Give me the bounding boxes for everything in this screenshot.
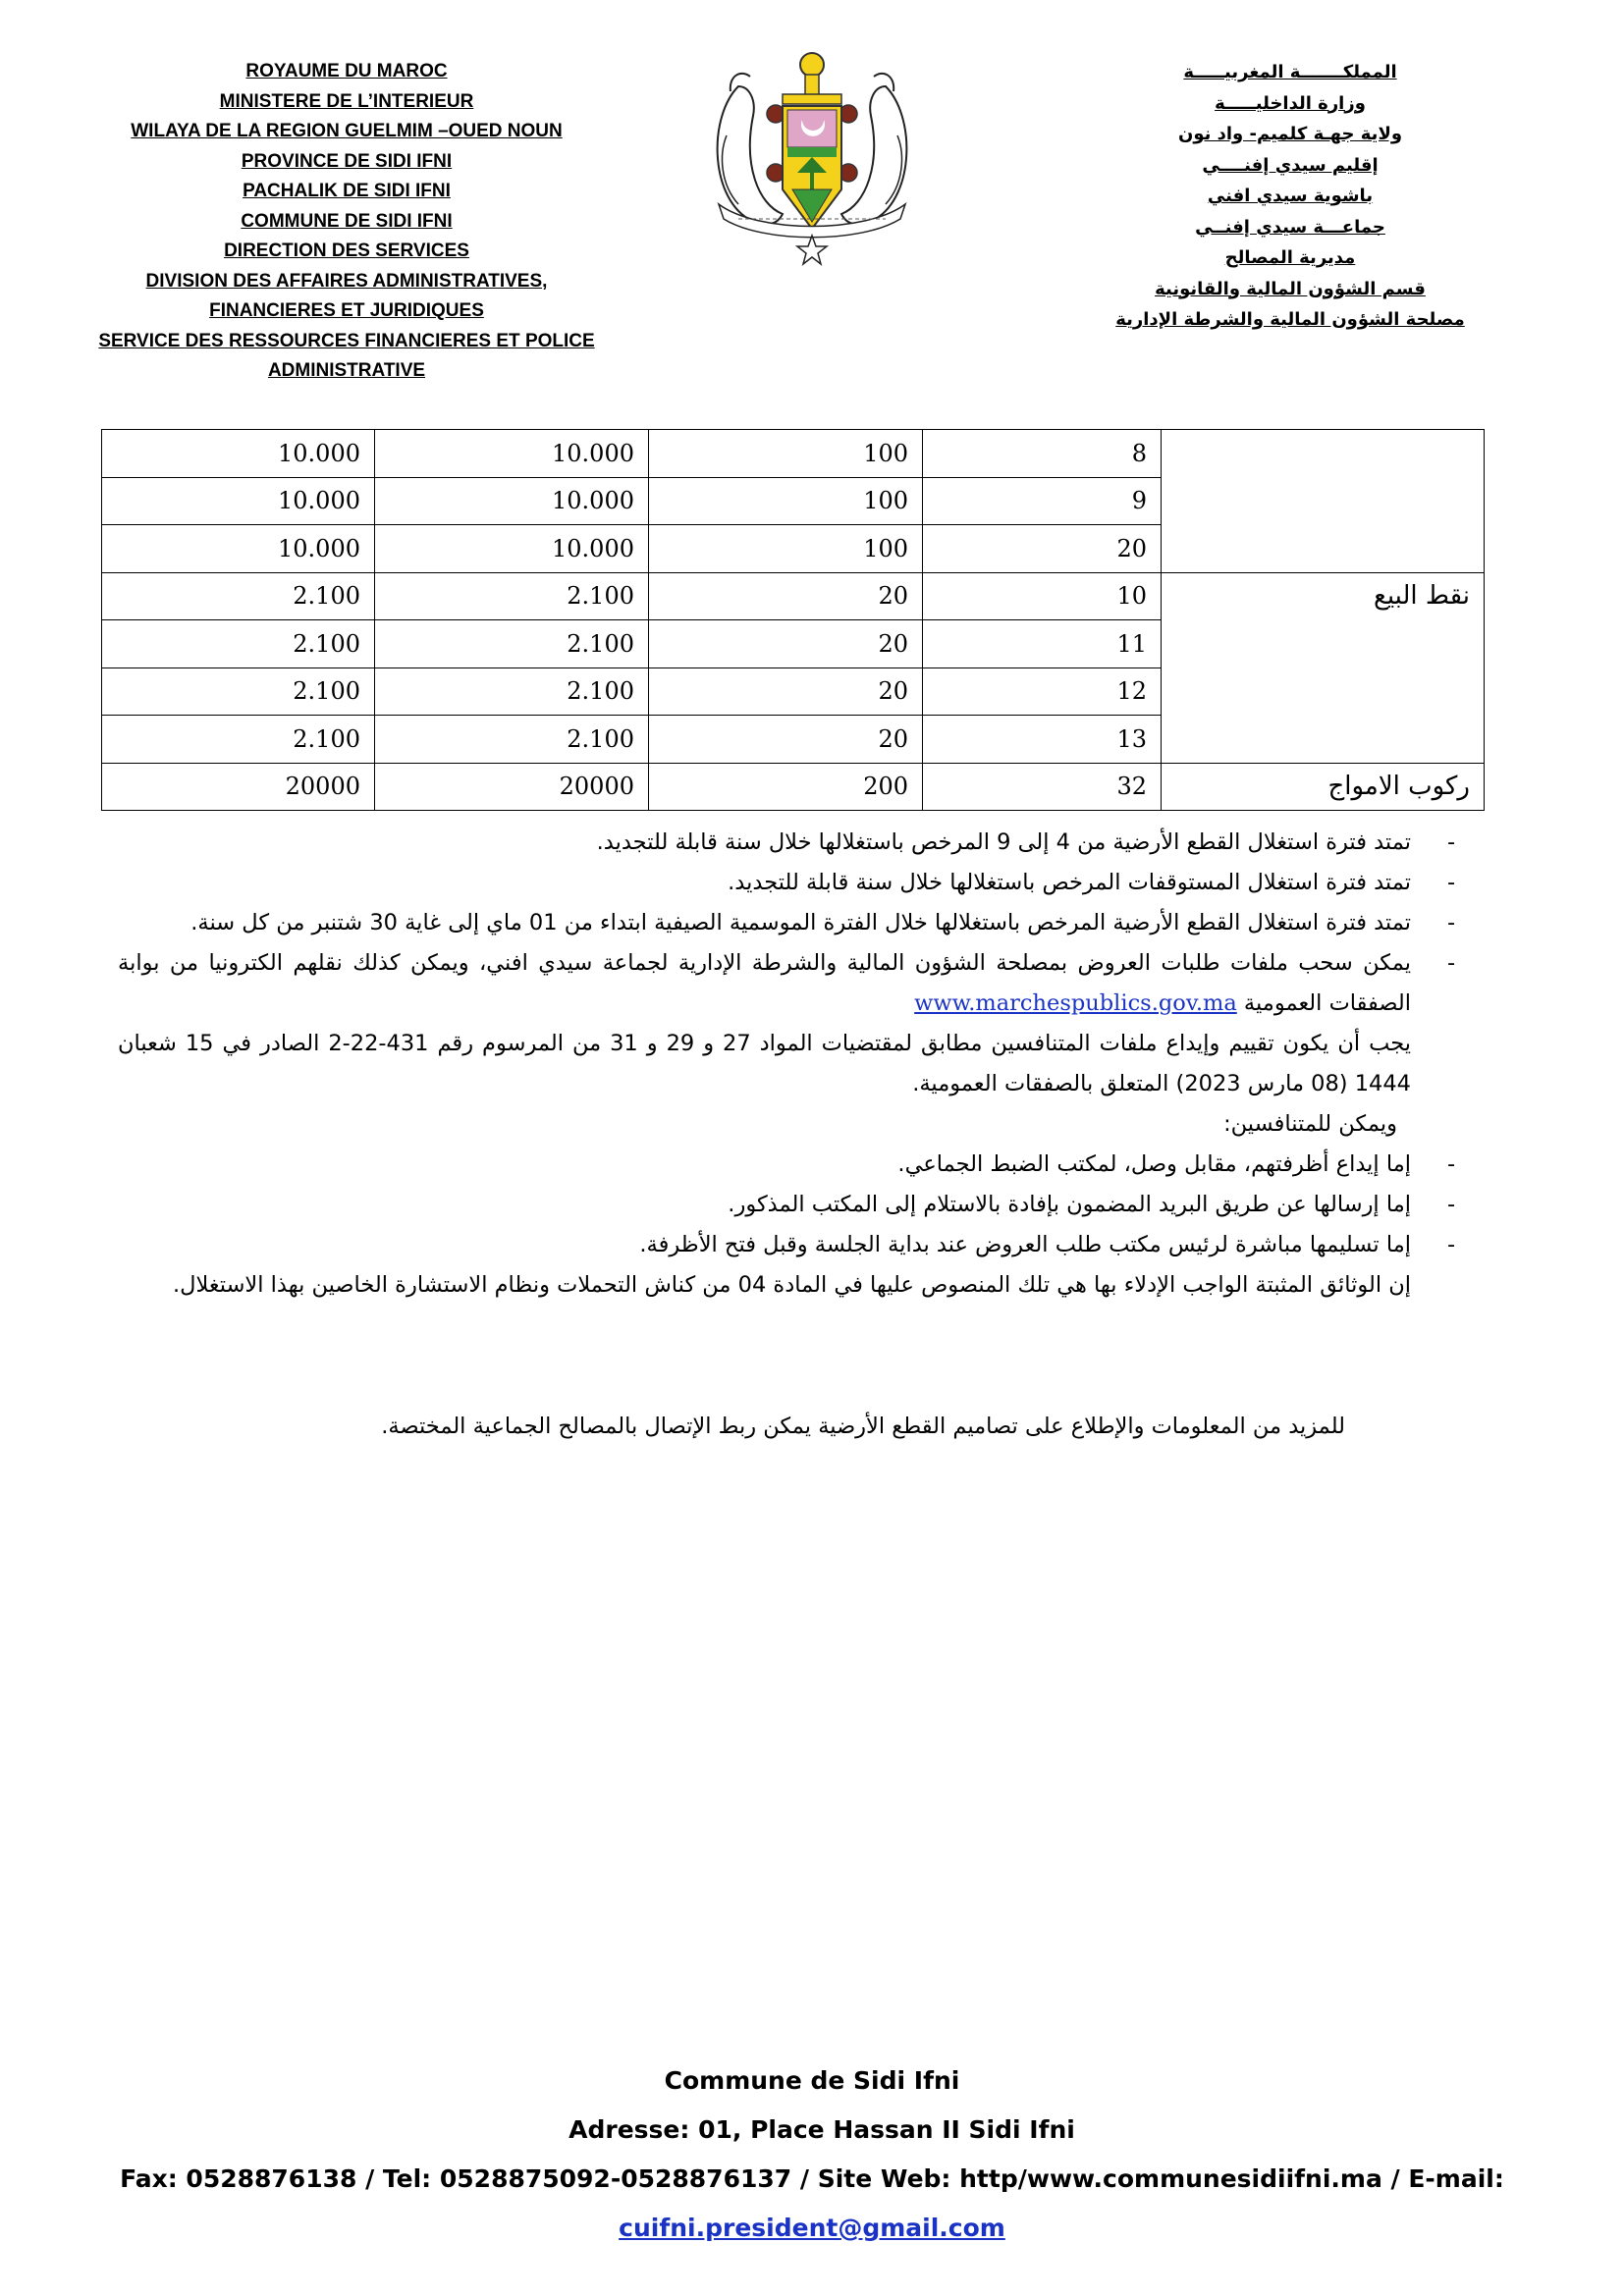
header-left-line: COMMUNE DE SIDI IFNI xyxy=(241,210,453,232)
marchespublics-link[interactable]: www.marchespublics.gov.ma xyxy=(914,990,1237,1016)
table-row xyxy=(102,572,1485,620)
area-cell: 200 xyxy=(649,763,923,811)
list-item xyxy=(118,1225,1466,1265)
header-left-line: PROVINCE DE SIDI IFNI xyxy=(241,150,453,172)
area-cell: 20 xyxy=(649,620,923,668)
header-right-line: مصلحة الشؤون المالية والشرطة الإدارية xyxy=(1115,309,1465,330)
dash-marker: - xyxy=(1446,1232,1456,1257)
paragraph-text: تمتد فترة استغلال القطع الأرضية المرخص باستغلالها خلال الفترة الموسمية الصيفية ابتداء من 01 ماي إلى غاية 30 شتنبر من كل سنة. xyxy=(190,910,1411,935)
table-row xyxy=(102,763,1485,811)
header-right-line: قسم الشؤون المالية والقانونية xyxy=(1155,278,1426,299)
price-a-cell: 20000 xyxy=(375,763,649,811)
price-b-cell: 2.100 xyxy=(102,716,375,764)
header-right-line: ولاية جهـة كلميم- واد نون xyxy=(1177,124,1403,144)
paragraph-text: تمتد فترة استغلال القطع الأرضية من 4 إلى 9 المرخص باستغلالها خلال سنة قابلة للتجديد. xyxy=(596,829,1411,855)
code-cell: 13 xyxy=(923,716,1162,764)
footer-line: Commune de Sidi Ifni xyxy=(664,2066,960,2095)
price-b-cell: 10.000 xyxy=(102,430,375,478)
price-a-cell: 2.100 xyxy=(375,667,649,716)
header-left-block xyxy=(86,57,607,387)
dash-marker: - xyxy=(1446,870,1456,895)
header-right-line: المملكـــــــة المغربيـــــة xyxy=(1183,62,1397,82)
paragraph-text: إما إرسالها عن طريق البريد المضمون بإفادة بالاستلام إلى المكتب المذكور. xyxy=(728,1192,1411,1217)
code-cell: 10 xyxy=(923,572,1162,620)
price-a-cell: 10.000 xyxy=(375,430,649,478)
price-a-cell: 2.100 xyxy=(375,620,649,668)
price-b-cell: 10.000 xyxy=(102,525,375,573)
price-a-cell: 2.100 xyxy=(375,716,649,764)
paragraph-text: تمتد فترة استغلال المستوقفات المرخص باستغلالها خلال سنة قابلة للتجديد. xyxy=(728,870,1411,895)
list-item xyxy=(118,903,1466,943)
area-cell: 100 xyxy=(649,430,923,478)
paragraph-text: يمكن سحب ملفات طلبات العروض بمصلحة الشؤون المالية والشرطة الإدارية لجماعة سيدي افني، ويمكن كذلك نقلهم الكترونيا من بوابة الصفقات العمومية xyxy=(118,950,1411,1016)
header-right-line: إقليم سيدي إفنــــي xyxy=(1202,154,1379,176)
footer xyxy=(0,2056,1624,2253)
body-text xyxy=(118,823,1466,1306)
code-cell: 12 xyxy=(923,667,1162,716)
header-right-block xyxy=(1079,57,1501,336)
paragraph-text: إما تسليمها مباشرة لرئيس مكتب طلب العروض عند بداية الجلسة وقبل فتح الأظرفة. xyxy=(639,1232,1411,1257)
header-right-line: وزارة الداخليـــــة xyxy=(1215,92,1366,114)
price-b-cell: 20000 xyxy=(102,763,375,811)
moroccan-coat-of-arms-icon xyxy=(699,47,925,273)
code-cell: 20 xyxy=(923,525,1162,573)
email-link[interactable]: cuifni.president@gmail.com xyxy=(619,2214,1005,2242)
group-label-sales-points: نقط البيع xyxy=(1162,572,1485,763)
list-item xyxy=(118,943,1466,1024)
header-left-line: DIVISION DES AFFAIRES ADMINISTRATIVES, xyxy=(145,270,548,292)
list-item xyxy=(118,1185,1466,1225)
header-right-line: مديرية المصالح xyxy=(1224,247,1356,268)
dash-marker: - xyxy=(1446,910,1456,935)
price-a-cell: 2.100 xyxy=(375,572,649,620)
price-b-cell: 2.100 xyxy=(102,620,375,668)
price-b-cell: 10.000 xyxy=(102,477,375,525)
dash-marker: - xyxy=(1446,1192,1456,1217)
area-cell: 20 xyxy=(649,716,923,764)
price-b-cell: 2.100 xyxy=(102,572,375,620)
pricing-table xyxy=(101,429,1485,811)
dash-marker: - xyxy=(1446,829,1456,855)
code-cell: 32 xyxy=(923,763,1162,811)
code-cell: 8 xyxy=(923,430,1162,478)
header-left-line: ROYAUME DU MAROC xyxy=(245,61,448,81)
area-cell: 100 xyxy=(649,525,923,573)
header-right-line: باشوية سيدي افني xyxy=(1207,186,1374,206)
header-left-line: ADMINISTRATIVE xyxy=(267,360,426,381)
header-left-line: FINANCIERES ET JURIDIQUES xyxy=(209,300,484,321)
paragraph: يجب أن يكون تقييم وإيداع ملفات المتنافسين مطابق لمقتضيات المواد 27 و 29 و 31 من المرسوم رقم 431-22-2 الصادر في 15 شعبان 1444 (08 مارس 2023) المتعلق بالصفقات العمومية. xyxy=(118,1031,1412,1096)
dash-marker: - xyxy=(1446,950,1456,976)
price-a-cell: 10.000 xyxy=(375,477,649,525)
table-row xyxy=(102,430,1485,478)
area-cell: 20 xyxy=(649,572,923,620)
paragraph: ويمكن للمتنافسين: xyxy=(1223,1111,1397,1137)
header-left-line: MINISTERE DE L’INTERIEUR xyxy=(219,90,474,112)
header-right-line: جماعـــة سيدي إفنــي xyxy=(1195,216,1385,238)
paragraph-text: إما إيداع أظرفتهم، مقابل وصل، لمكتب الضبط الجماعي. xyxy=(897,1151,1411,1177)
footer-line: Adresse: 01, Place Hassan II Sidi Ifni xyxy=(568,2115,1075,2144)
area-cell: 20 xyxy=(649,667,923,716)
footer-line: Fax: 0528876138 / Tel: 0528875092-0528876137 / Site Web: http/www.communesidiifni.ma / E-mail: xyxy=(120,2164,1504,2193)
closing-note: للمزيد من المعلومات والإطلاع على تصاميم القطع الأرضية يمكن ربط الإتصال بالمصالح الجماعية المختصة. xyxy=(381,1414,1345,1439)
price-a-cell: 10.000 xyxy=(375,525,649,573)
list-item xyxy=(118,823,1466,863)
paragraph: إن الوثائق المثبتة الواجب الإدلاء بها هي تلك المنصوص عليها في المادة 04 من كناش التحملات ونظام الاستشارة الخاصين بهذا الاستغلال. xyxy=(173,1272,1411,1298)
header-left-line: PACHALIK DE SIDI IFNI xyxy=(243,181,451,201)
code-cell: 11 xyxy=(923,620,1162,668)
group-cell-empty xyxy=(1162,430,1485,573)
code-cell: 9 xyxy=(923,477,1162,525)
header-left-line: DIRECTION DES SERVICES xyxy=(224,240,469,261)
list-item xyxy=(118,863,1466,903)
dash-marker: - xyxy=(1446,1151,1456,1177)
header-left-line: SERVICE DES RESSOURCES FINANCIERES ET POLICE xyxy=(98,330,595,351)
price-b-cell: 2.100 xyxy=(102,667,375,716)
area-cell: 100 xyxy=(649,477,923,525)
group-label-surf: ركوب الامواج xyxy=(1162,763,1485,811)
list-item xyxy=(118,1145,1466,1185)
header-left-line: WILAYA DE LA REGION GUELMIM –OUED NOUN xyxy=(131,121,563,141)
